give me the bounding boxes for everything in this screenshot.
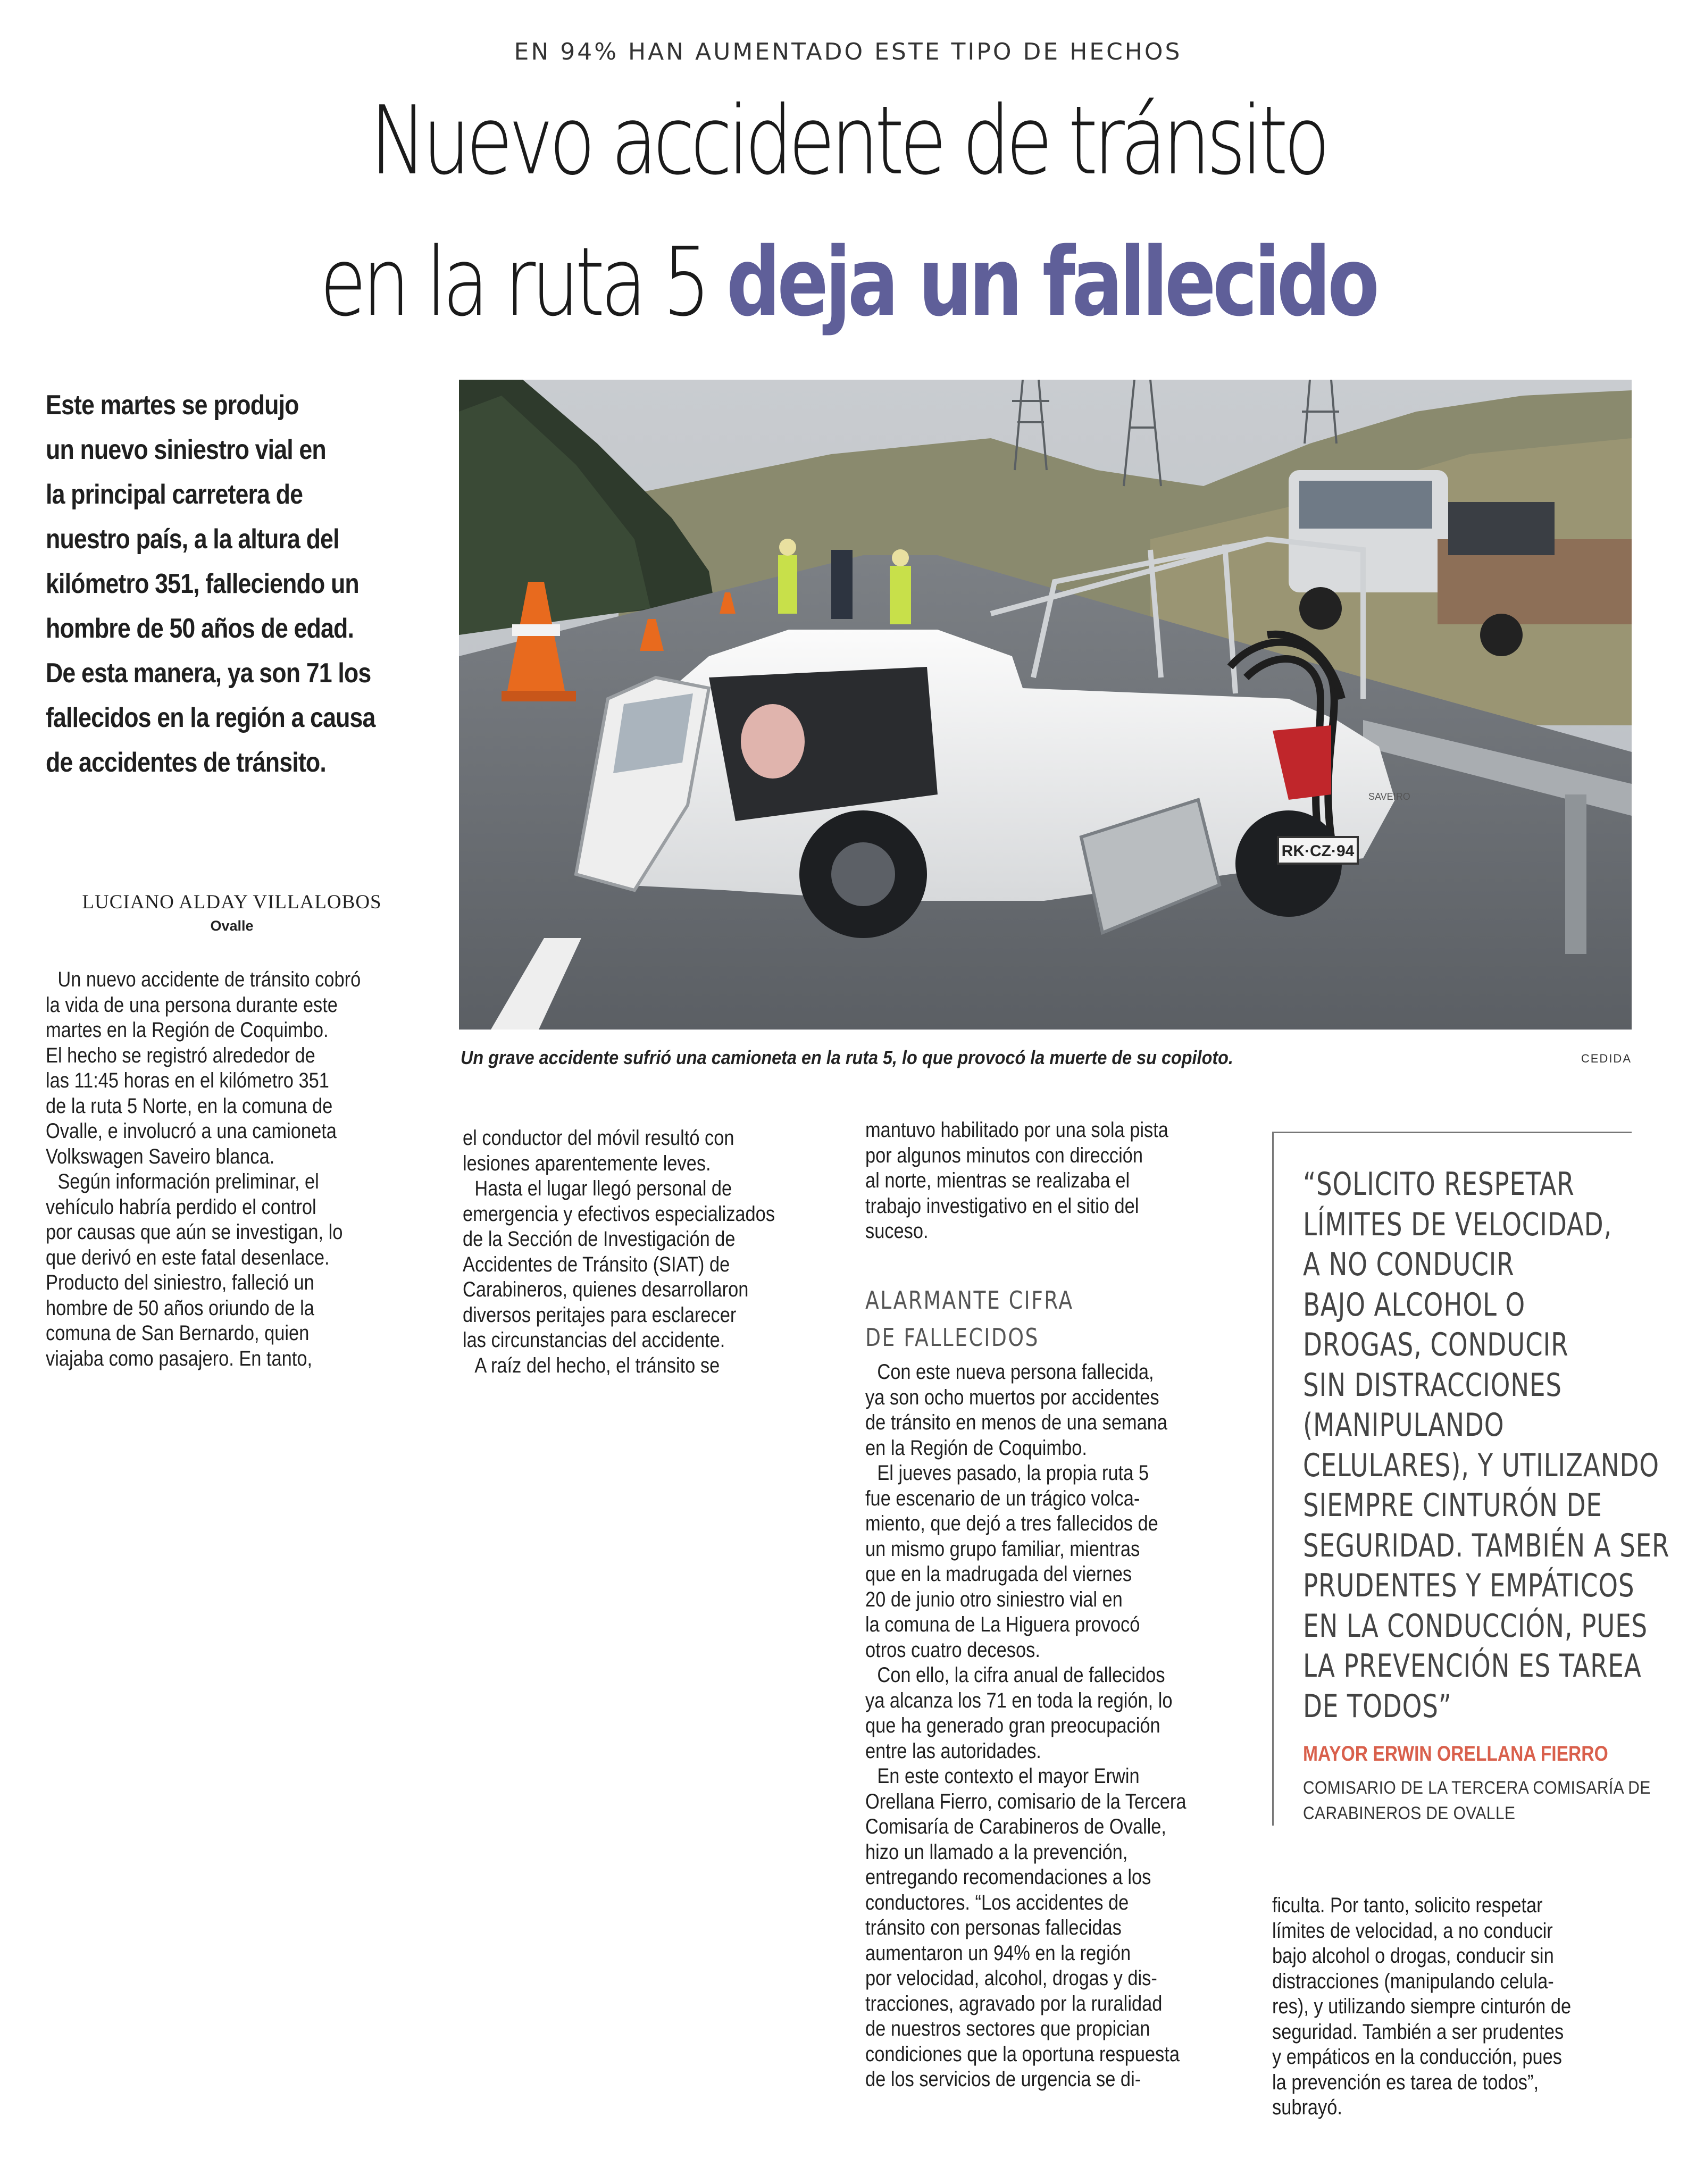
quote-attribution-role xyxy=(1303,1775,1696,1826)
body-line: Hasta el lugar llegó personal de xyxy=(474,1177,732,1200)
kicker: EN 94% HAN AUMENTADO ESTE TIPO DE HECHOS xyxy=(514,38,1182,65)
body-line: trabajo investigativo en el sitio del xyxy=(865,1194,1139,1218)
quote-line: SEGURIDAD. TAMBIÉN A SER xyxy=(1303,1527,1670,1564)
body-line: diversos peritajes para esclarecer xyxy=(463,1303,737,1327)
body-line: vehículo habría perdido el control xyxy=(46,1195,316,1219)
body-line: aumentaron un 94% en la región xyxy=(865,1941,1131,1965)
quote-line: SIEMPRE CINTURÓN DE xyxy=(1303,1487,1602,1524)
body-line: comuna de San Bernardo, quien xyxy=(46,1321,310,1345)
body-line: 20 de junio otro siniestro vial en xyxy=(865,1587,1123,1611)
body-line: un mismo grupo familiar, mientras xyxy=(865,1537,1140,1561)
section-subhead xyxy=(865,1282,1238,1356)
lead-line: hombre de 50 años de edad. xyxy=(46,613,354,644)
quote-line: LA PREVENCIÓN ES TAREA xyxy=(1303,1647,1642,1685)
body-line: bajo alcohol o drogas, conducir sin xyxy=(1272,1944,1554,1968)
body-line: martes en la Región de Coquimbo. xyxy=(46,1018,329,1042)
lead-line: fallecidos en la región a causa xyxy=(46,702,375,733)
body-column-4 xyxy=(1272,1893,1644,2121)
quote-line: CELULARES), Y UTILIZANDO xyxy=(1303,1446,1659,1484)
body-line: en la Región de Coquimbo. xyxy=(865,1436,1087,1460)
pull-quote xyxy=(1303,1165,1675,1727)
quote-line: LÍMITES DE VELOCIDAD, xyxy=(1303,1206,1613,1243)
body-line: el conductor del móvil resultó con xyxy=(463,1126,734,1150)
photo-caption: Un grave accidente sufrió una camioneta en la ruta 5, lo que provocó la muerte de su copiloto. xyxy=(461,1047,1233,1068)
body-line: que en la madrugada del viernes xyxy=(865,1562,1132,1586)
quote-attribution-name: MAYOR ERWIN ORELLANA FIERRO xyxy=(1303,1742,1608,1765)
quote-line: A NO CONDUCIR xyxy=(1303,1246,1515,1283)
headline-line-1: Nuevo accidente de tránsito xyxy=(370,86,1326,196)
body-line: Comisaría de Carabineros de Ovalle, xyxy=(865,1815,1166,1838)
body-line: y empáticos en la conducción, pues xyxy=(1272,2045,1562,2069)
body-line: Un nuevo accidente de tránsito cobró xyxy=(57,968,361,991)
body-column-2 xyxy=(463,1126,835,1378)
body-line: hizo un llamado a la prevención, xyxy=(865,1840,1128,1864)
lead-line: de accidentes de tránsito. xyxy=(46,747,326,778)
body-line: la vida de una persona durante este xyxy=(46,993,338,1017)
body-line: suceso. xyxy=(865,1219,929,1243)
lead-line: Este martes se produjo xyxy=(46,390,299,421)
body-line: Carabineros, quienes desarrollaron xyxy=(463,1278,749,1301)
body-line: de los servicios de urgencia se di- xyxy=(865,2068,1141,2091)
quote-role-line: COMISARIO DE LA TERCERA COMISARÍA DE xyxy=(1303,1778,1651,1798)
body-line: las circunstancias del accidente. xyxy=(463,1328,725,1352)
body-line: mantuvo habilitado por una sola pista xyxy=(865,1118,1168,1142)
body-line: Con este nueva persona fallecida, xyxy=(877,1360,1154,1384)
quote-line: PRUDENTES Y EMPÁTICOS xyxy=(1303,1567,1635,1604)
body-line: conductores. “Los accidentes de xyxy=(865,1890,1129,1914)
body-line: viajaba como pasajero. En tanto, xyxy=(46,1346,313,1370)
body-line: por algunos minutos con dirección xyxy=(865,1143,1143,1167)
quote-line: “SOLICITO RESPETAR xyxy=(1303,1166,1575,1203)
body-line: fue escenario de un trágico volca- xyxy=(865,1486,1140,1510)
body-line: miento, que dejó a tres fallecidos de xyxy=(865,1512,1158,1535)
body-line: Producto del siniestro, falleció un xyxy=(46,1271,314,1294)
body-line: entre las autoridades. xyxy=(865,1739,1041,1763)
body-line: lesiones aparentemente leves. xyxy=(463,1151,711,1175)
quote-line: EN LA CONDUCCIÓN, PUES xyxy=(1303,1607,1648,1645)
subhead-line: ALARMANTE CIFRA xyxy=(865,1286,1074,1315)
lead-line: la principal carretera de xyxy=(46,479,303,510)
lead-paragraph xyxy=(46,383,429,785)
headline-line-2 xyxy=(170,227,1526,337)
quote-line: (MANIPULANDO xyxy=(1303,1407,1505,1444)
body-line: res), y utilizando siempre cinturón de xyxy=(1272,1995,1572,2018)
body-line: Según información preliminar, el xyxy=(57,1170,319,1193)
quote-rule-top xyxy=(1272,1132,1632,1133)
accident-photo xyxy=(459,380,1632,1030)
body-line: de nuestros sectores que propician xyxy=(865,2017,1150,2040)
quote-line: DE TODOS” xyxy=(1303,1687,1452,1725)
headline-accent: deja un fallecido xyxy=(726,227,1376,337)
byline xyxy=(46,891,418,934)
body-line: entregando recomendaciones a los xyxy=(865,1865,1151,1889)
body-line: otros cuatro decesos. xyxy=(865,1638,1040,1662)
body-line: subrayó. xyxy=(1272,2096,1342,2119)
body-column-3-bottom xyxy=(865,1360,1238,2093)
body-line: Ovalle, e involucró a una camioneta xyxy=(46,1119,337,1143)
body-line: ya son ocho muertos por accidentes xyxy=(865,1385,1159,1409)
license-plate-text: RK·CZ·94 xyxy=(1281,842,1355,860)
body-line: que ha generado gran preocupación xyxy=(865,1714,1160,1737)
quote-line: BAJO ALCOHOL O xyxy=(1303,1286,1525,1324)
quote-line: DROGAS, CONDUCIR xyxy=(1303,1326,1569,1363)
body-line: por causas que aún se investigan, lo xyxy=(46,1220,343,1244)
model-badge-text: SAVEIRO xyxy=(1368,791,1410,802)
body-line: El hecho se registró alrededor de xyxy=(46,1043,315,1067)
body-line: de la ruta 5 Norte, en la comuna de xyxy=(46,1094,333,1118)
body-line: Con ello, la cifra anual de fallecidos xyxy=(877,1663,1165,1687)
lead-line: nuestro país, a la altura del xyxy=(46,524,339,555)
byline-city: Ovalle xyxy=(210,918,254,934)
body-line: El jueves pasado, la propia ruta 5 xyxy=(877,1461,1149,1485)
quote-rule-left xyxy=(1272,1132,1274,1826)
body-line: la prevención es tarea de todos”, xyxy=(1272,2070,1539,2094)
byline-author: LUCIANO ALDAY VILLALOBOS xyxy=(82,891,382,913)
lead-line: un nuevo siniestro vial en xyxy=(46,434,326,465)
quote-line: SIN DISTRACCIONES xyxy=(1303,1366,1562,1404)
body-line: hombre de 50 años oriundo de la xyxy=(46,1296,314,1320)
body-line: que derivó en este fatal desenlace. xyxy=(46,1245,330,1269)
body-line: En este contexto el mayor Erwin xyxy=(877,1764,1140,1788)
body-line: tránsito con personas fallecidas xyxy=(865,1916,1122,1939)
body-line: Accidentes de Tránsito (SIAT) de xyxy=(463,1252,730,1276)
body-line: de tránsito en menos de una semana xyxy=(865,1411,1167,1434)
body-line: emergencia y efectivos especializados xyxy=(463,1202,775,1226)
body-line: las 11:45 horas en el kilómetro 351 xyxy=(46,1069,329,1092)
body-column-1 xyxy=(46,967,418,1371)
body-line: Orellana Fierro, comisario de la Tercera xyxy=(865,1789,1187,1813)
subhead-line: DE FALLECIDOS xyxy=(865,1323,1039,1352)
lead-line: De esta manera, ya son 71 los xyxy=(46,658,371,689)
quote-role-line: CARABINEROS DE OVALLE xyxy=(1303,1803,1516,1823)
body-line: seguridad. También a ser prudentes xyxy=(1272,2020,1564,2044)
body-line: A raíz del hecho, el tránsito se xyxy=(474,1353,720,1377)
body-line: distracciones (manipulando celula- xyxy=(1272,1969,1554,1993)
lead-line: kilómetro 351, falleciendo un xyxy=(46,568,359,599)
body-line: límites de velocidad, a no conducir xyxy=(1272,1919,1553,1943)
body-line: por velocidad, alcohol, drogas y dis- xyxy=(865,1967,1157,1990)
body-column-3-top xyxy=(865,1118,1238,1244)
body-line: ya alcanza los 71 en toda la región, lo xyxy=(865,1688,1173,1712)
photo-credit: CEDIDA xyxy=(1581,1052,1632,1065)
body-line: tracciones, agravado por la ruralidad xyxy=(865,1991,1163,2015)
headline-line-2-plain: en la ruta 5 xyxy=(320,227,707,337)
body-line: condiciones que la oportuna respuesta xyxy=(865,2042,1180,2066)
body-line: ficulta. Por tanto, solicito respetar xyxy=(1272,1894,1543,1917)
body-line: Volkswagen Saveiro blanca. xyxy=(46,1144,275,1168)
body-line: la comuna de La Higuera provocó xyxy=(865,1613,1140,1636)
body-line: de la Sección de Investigación de xyxy=(463,1227,736,1251)
body-line: al norte, mientras se realizaba el xyxy=(865,1169,1130,1192)
